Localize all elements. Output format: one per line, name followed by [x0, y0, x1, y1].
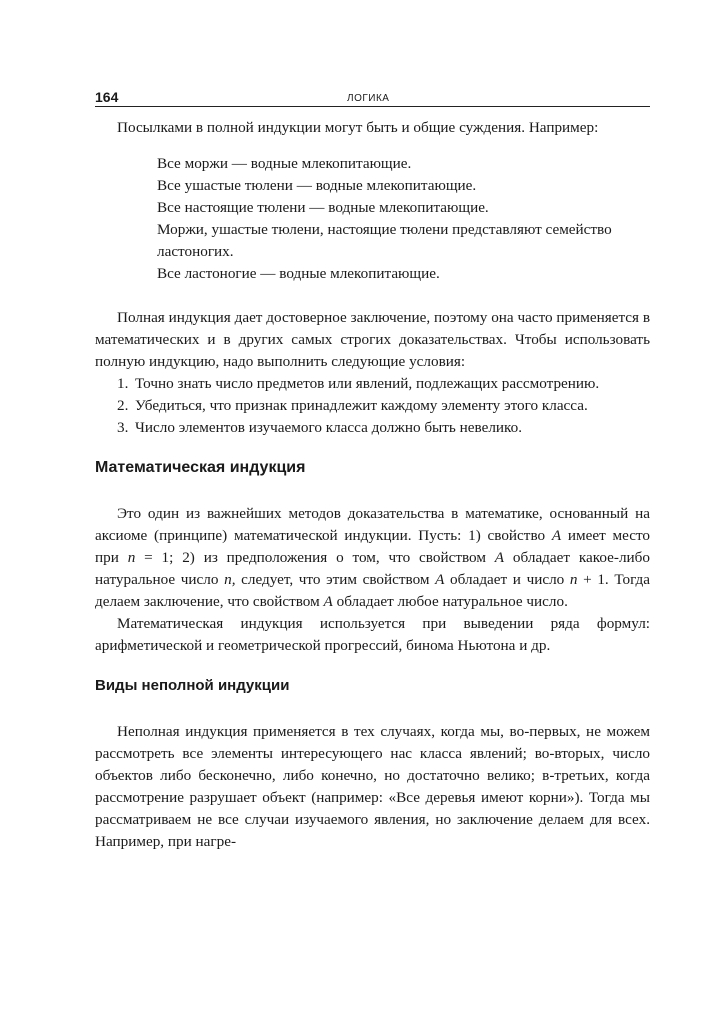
math-variable: п,	[224, 571, 236, 588]
math-variable: А	[435, 571, 445, 588]
condition-item	[95, 395, 650, 417]
condition-item	[95, 373, 650, 395]
condition-text: Число элементов изучаемого класса должно быть невелико.	[135, 419, 523, 436]
text-segment: = 1; 2) из предположения о том, что свойством	[135, 549, 495, 566]
text-segment: обладает любое натуральное число.	[332, 593, 568, 610]
running-header	[95, 88, 650, 107]
page-number: 164	[95, 89, 119, 105]
incomplete-induction-paragraph: Неполная индукция применяется в тех случаях, когда мы, во-первых, не можем рассмотреть все элементы интересующего нас класса явлений; во-вторых, число объектов либо бесконечно, либо конечно, но достаточно велико; в-третьих, когда рассмотрение разрушает объект (например: «Все деревья имеют корни»). Тогда мы рассматриваем не все случаи изучаемого явления, но заключение делаем для всех. Например, при нагре-	[95, 723, 650, 850]
document-page	[95, 88, 650, 853]
condition-number: 3.	[117, 419, 129, 436]
text-segment: + 1. Тогда делаем заключение, что свойством	[95, 571, 651, 610]
math-variable: А	[494, 549, 505, 566]
example-line: Моржи, ушастые тюлени, настоящие тюлени представляют семейство ластоногих.	[157, 221, 612, 260]
text-segment: обладает и число	[444, 571, 570, 588]
condition-text: Убедиться, что признак принадлежит каждому элементу этого класса.	[135, 397, 588, 414]
text-segment: имеет место при	[95, 527, 650, 566]
section-heading-math-induction: Математическая индукция	[95, 459, 306, 476]
example-conclusion: Все ластоногие — водные млекопитающие.	[157, 265, 440, 282]
condition-item	[95, 417, 650, 439]
text-segment: обладает какое-либо натуральное число	[95, 549, 650, 588]
example-syllogism	[157, 153, 650, 285]
math-induction-paragraph	[95, 503, 650, 613]
intro-paragraph: Посылками в полной индукции могут быть и общие суждения. Например:	[117, 119, 599, 136]
page-content	[95, 117, 650, 853]
text-segment: Это один из важнейших методов доказательства в математике, основанный на аксиоме (принципе) математической индукции. Пусть: 1) свойство	[95, 505, 650, 544]
conditions-list	[95, 373, 650, 439]
math-variable: п	[127, 549, 136, 566]
condition-number: 1.	[117, 375, 129, 392]
example-line: Все настоящие тюлени — водные млекопитающие.	[157, 199, 489, 216]
section-heading-incomplete-induction: Виды неполной индукции	[95, 677, 290, 694]
full-induction-paragraph: Полная индукция дает достоверное заключение, поэтому она часто применяется в математических и в других самых строгих доказательствах. Чтобы использовать полную индукцию, надо выполнить следующие условия:	[95, 309, 650, 370]
example-line: Все ушастые тюлени — водные млекопитающие.	[157, 177, 477, 194]
math-variable: п	[569, 571, 578, 588]
condition-text: Точно знать число предметов или явлений, подлежащих рассмотрению.	[135, 375, 600, 392]
text-segment: следует, что этим свойством	[235, 571, 436, 588]
math-induction-usage-paragraph: Математическая индукция используется при выведении ряда формул: арифметической и геометрической прогрессий, бинома Ньютона и др.	[95, 615, 650, 654]
math-variable: А	[323, 593, 333, 610]
running-header-title: ЛОГИКА	[347, 93, 390, 104]
example-line: Все моржи — водные млекопитающие.	[157, 155, 412, 172]
math-variable: А	[551, 527, 562, 544]
condition-number: 2.	[117, 397, 129, 414]
